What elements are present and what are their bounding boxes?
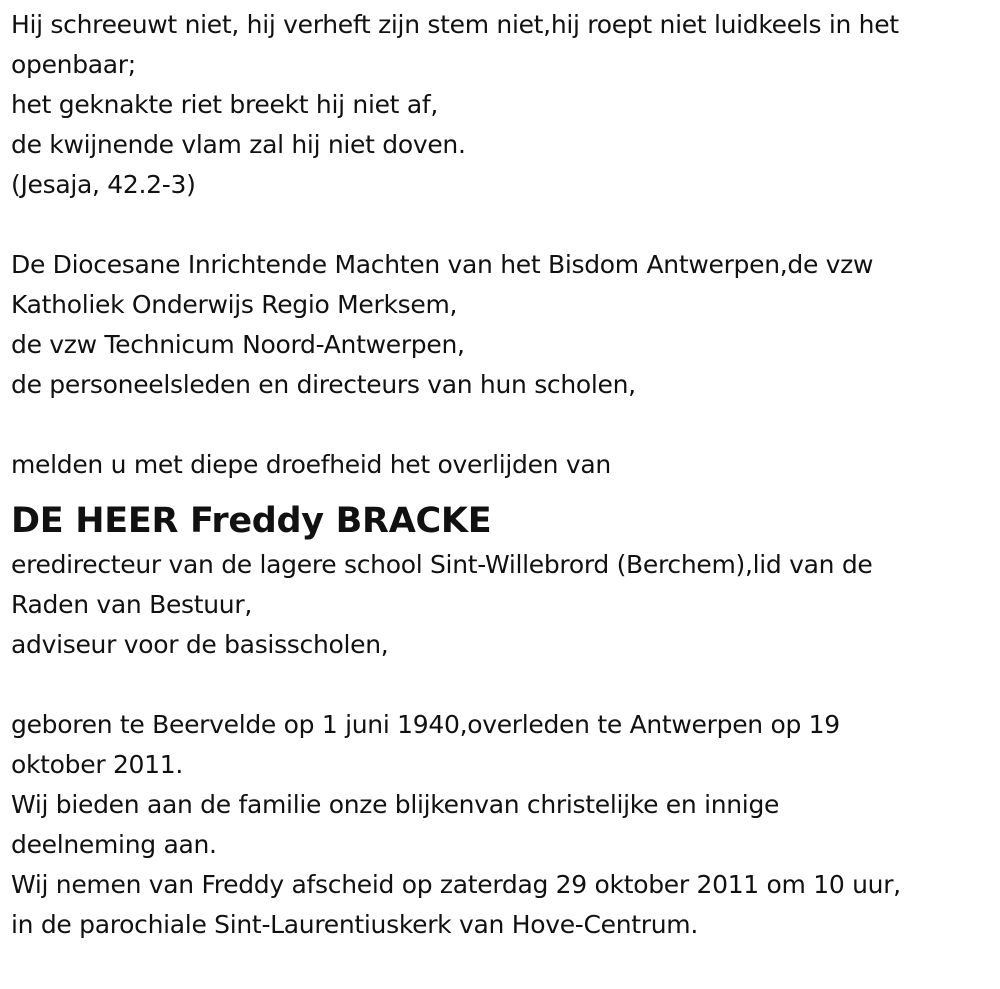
verse-line: openbaar; (11, 50, 136, 79)
sender-line: de personeelsleden en directeurs van hun scholen, (11, 370, 636, 399)
role-line: eredirecteur van de lagere school Sint-Willebrord (Berchem),lid van de (11, 550, 873, 579)
spacer (11, 205, 991, 245)
detail-line: oktober 2011. (11, 750, 184, 779)
deceased-roles (11, 545, 991, 665)
details-block (11, 705, 991, 945)
obituary-document (11, 5, 991, 945)
detail-line: in de parochiale Sint-Laurentiuskerk van Hove-Centrum. (11, 910, 698, 939)
role-line: adviseur voor de basisscholen, (11, 630, 389, 659)
verse-line: Hij schreeuwt niet, hij verheft zijn stem niet,hij roept niet luidkeels in het (11, 10, 899, 39)
announcement-text: melden u met diepe droefheid het overlijden van (11, 450, 611, 479)
detail-line: Wij nemen van Freddy afscheid op zaterdag 29 oktober 2011 om 10 uur, (11, 870, 901, 899)
role-line: Raden van Bestuur, (11, 590, 252, 619)
senders-block (11, 245, 991, 405)
detail-line: Wij bieden aan de familie onze blijkenvan christelijke en innige (11, 790, 780, 819)
detail-line: geboren te Beervelde op 1 juni 1940,overleden te Antwerpen op 19 (11, 710, 840, 739)
sender-line: De Diocesane Inrichtende Machten van het Bisdom Antwerpen,de vzw (11, 250, 874, 279)
sender-line: Katholiek Onderwijs Regio Merksem, (11, 290, 458, 319)
sender-line: de vzw Technicum Noord-Antwerpen, (11, 330, 465, 359)
deceased-name: DE HEER Freddy BRACKE (11, 501, 492, 541)
verse-reference: (Jesaja, 42.2-3) (11, 170, 196, 199)
verse-line: de kwijnende vlam zal hij niet doven. (11, 130, 466, 159)
spacer (11, 405, 991, 445)
bible-verse (11, 5, 991, 205)
spacer (11, 665, 991, 705)
verse-line: het geknakte riet breekt hij niet af, (11, 90, 438, 119)
detail-line: deelneming aan. (11, 830, 217, 859)
